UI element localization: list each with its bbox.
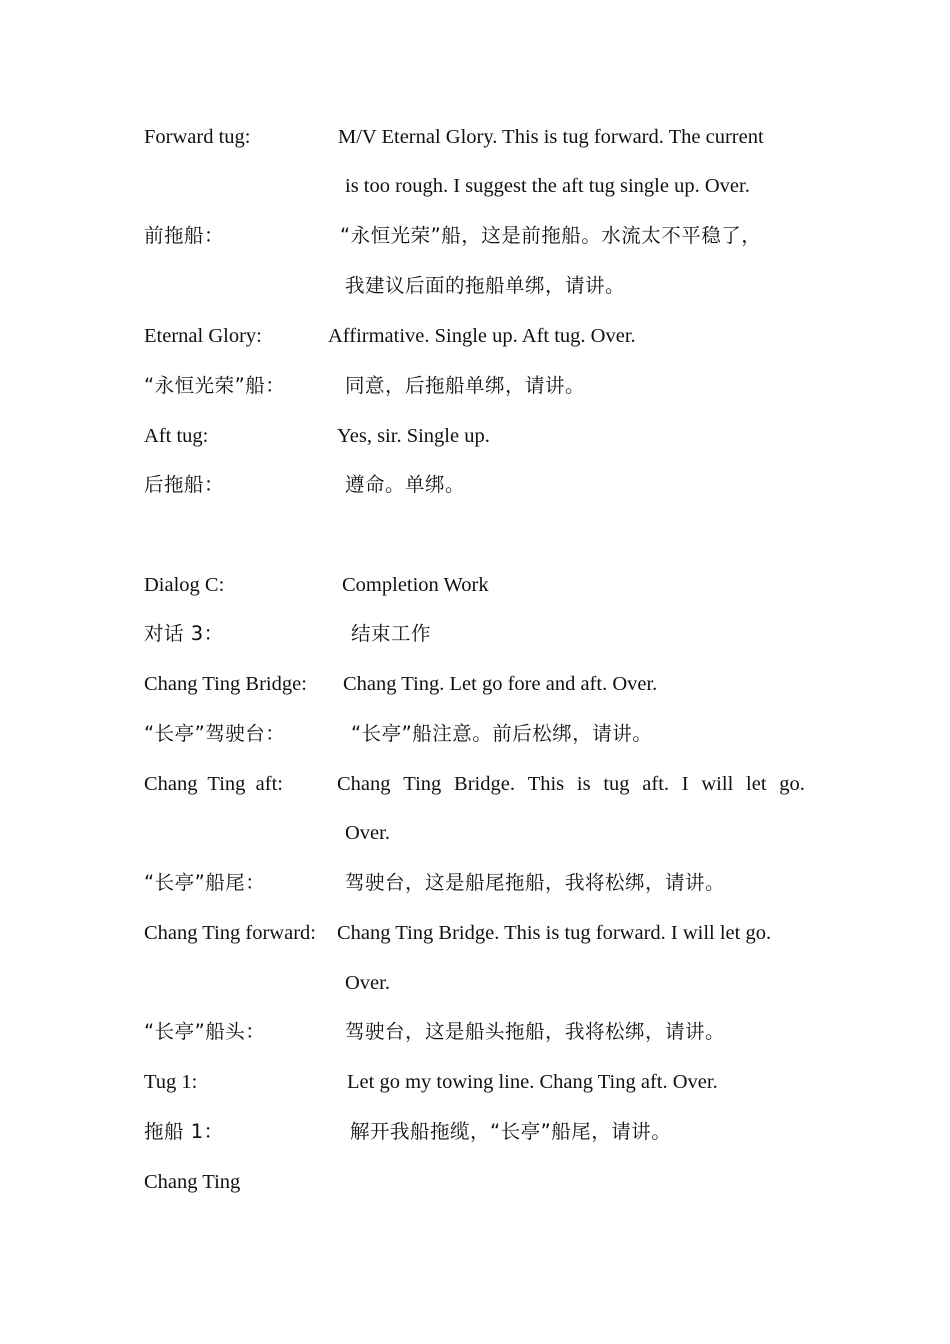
word: aft. (642, 773, 670, 795)
word: go. (779, 773, 805, 795)
dialogue-text: Yes, sir. Single up. (337, 425, 490, 447)
word: Ting (403, 773, 442, 795)
dialogue-text: 同意，后拖船单绑，请讲。 (345, 374, 586, 397)
dialogue-text-continuation: 我建议后面的拖船单绑，请讲。 (345, 274, 626, 297)
speaker-label: “长亭”驾驶台： (144, 722, 286, 745)
speaker-label: 前拖船： (144, 224, 225, 247)
word: Bridge. (454, 773, 515, 795)
speaker-label: “永恒光荣”船： (144, 374, 286, 397)
word: will (701, 773, 734, 795)
dialogue-text: Affirmative. Single up. Aft tug. Over. (328, 325, 636, 347)
speaker-label: “长亭”船头： (144, 1020, 266, 1043)
section-heading-title: Completion Work (342, 574, 489, 596)
speaker-label: Chang Ting forward: (144, 922, 316, 944)
speaker-label: Chang Ting aft: (144, 773, 283, 795)
dialogue-text: Let go my towing line. Chang Ting aft. Over. (347, 1071, 718, 1093)
speaker-label: Eternal Glory: (144, 325, 262, 347)
dialogue-text-continuation: Over. (345, 822, 390, 844)
section-heading-label: 对话 3： (144, 622, 224, 645)
word: tug (603, 773, 630, 795)
speaker-label: “长亭”船尾： (144, 871, 266, 894)
dialogue-text: “永恒光荣”船，这是前拖船。水流太不平稳了， (340, 224, 762, 247)
dialogue-text: M/V Eternal Glory. This is tug forward. The current (338, 126, 764, 148)
dialogue-text: 遵命。单绑。 (345, 473, 466, 496)
word: Chang (337, 773, 391, 795)
section-heading-label: Dialog C: (144, 574, 225, 596)
dialogue-text: “长亭”船注意。前后松绑，请讲。 (351, 722, 653, 745)
dialogue-text: 驾驶台，这是船尾拖船，我将松绑，请讲。 (345, 871, 726, 894)
dialogue-text: 驾驶台，这是船头拖船，我将松绑，请讲。 (345, 1020, 726, 1043)
dialogue-text-continuation: Over. (345, 972, 390, 994)
word: I (681, 773, 689, 795)
speaker-label: Aft tug: (144, 425, 209, 447)
dialogue-text-justified (337, 774, 805, 795)
speaker-label: 后拖船： (144, 473, 225, 496)
speaker-label: Tug 1: (144, 1071, 198, 1093)
speaker-label: Chang Ting Bridge: (144, 673, 307, 695)
dialogue-text: 解开我船拖缆，“长亭”船尾，请讲。 (350, 1120, 672, 1143)
word: is (576, 773, 591, 795)
speaker-label: 拖船 1： (144, 1120, 224, 1143)
speaker-label: Chang Ting (144, 1171, 241, 1193)
dialogue-text: Chang Ting Bridge. This is tug forward. I will let go. (337, 922, 772, 944)
word: This (527, 773, 565, 795)
section-heading-title: 结束工作 (351, 622, 432, 645)
dialogue-text-continuation: is too rough. I suggest the aft tug single up. Over. (345, 175, 750, 197)
word: let (746, 773, 767, 795)
speaker-label: Forward tug: (144, 126, 251, 148)
dialogue-text: Chang Ting. Let go fore and aft. Over. (343, 673, 658, 695)
